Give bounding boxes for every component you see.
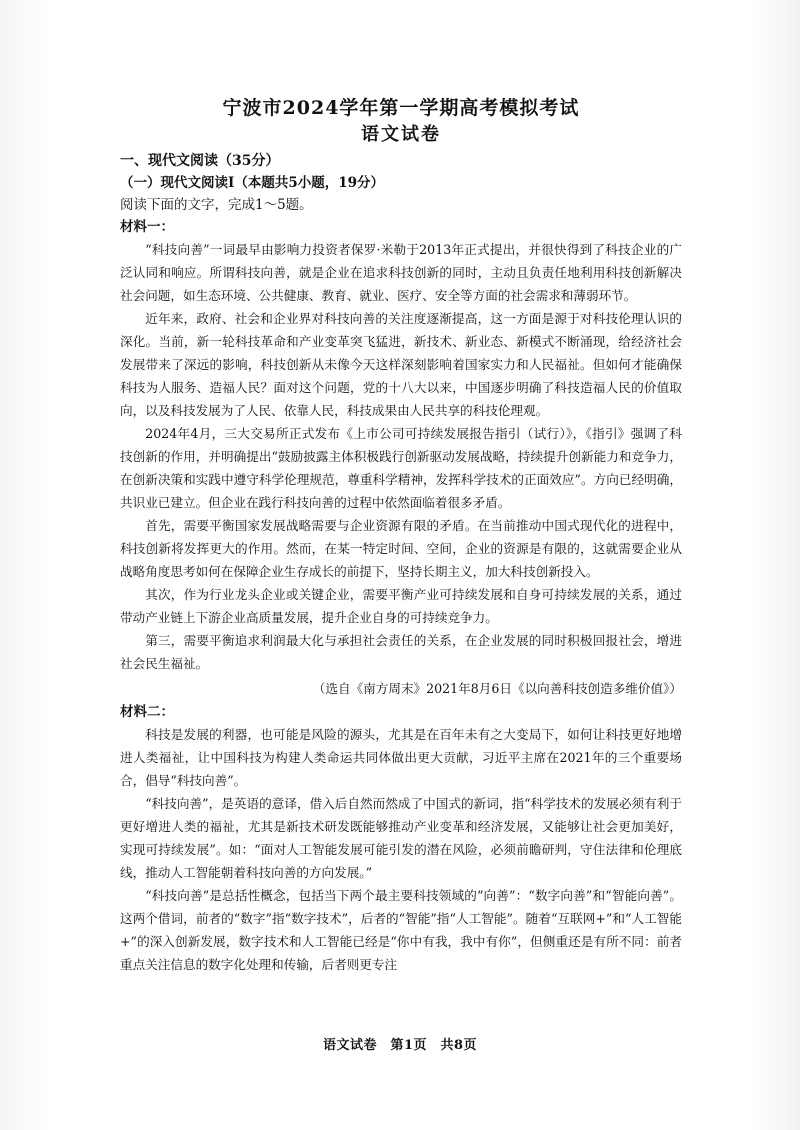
subsection-heading: （一）现代文阅读Ⅰ（本题共5小题，19分） (120, 175, 384, 191)
material-1-paragraph: 2024年4月，三大交易所正式发布《上市公司可持续发展报告指引（试行）》，《指引》强调了科技创新的作用，并明确提出“鼓励披露主体积极践行创新驱动发展战略，持续提升创新能力和竞争力，在创新决策和实践中遵守科学伦理规范，尊重科学精神，发挥科学技术的正面效应”。方向已经明确，共识业已建立。但企业在践行科技向善的过程中依然面临着很多矛盾。 (120, 426, 682, 510)
reading-instruction: 阅读下面的文字，完成1～5题。 (120, 197, 313, 213)
material-1-paragraph: 其次，作为行业龙头企业或关键企业，需要平衡产业可持续发展和自身可持续发展的关系，通过带动产业链上下游企业高质量发展，提升企业自身的可持续竞争力。 (120, 587, 682, 625)
material-1-paragraph: 近年来，政府、社会和企业界对科技向善的关注度逐渐提高，这一方面是源于对科技伦理认识的深化。当前，新一轮科技革命和产业变革突飞猛进，新技术、新业态、新模式不断涌现，给经济社会发展带来了深远的影响，科技创新从未像今天这样深刻影响着国家实力和人民福祉。但如何才能确保科技为人服务、造福人民？面对这个问题，党的十八大以来，中国逐步明确了科技造福人民的价值取向，以及科技发展为了人民、依靠人民，科技成果由人民共享的科技伦理观。 (120, 311, 682, 418)
material-2-label: 材料二： (120, 704, 174, 720)
exam-content (120, 94, 682, 976)
exam-subtitle: 语文试卷 (361, 124, 441, 145)
material-2-paragraph: 科技是发展的利器，也可能是风险的源头，尤其是在百年未有之大变局下，如何让科技更好地增进人类福祉，让中国科技为构建人类命运共同体做出更大贡献，习近平主席在2021年的三个重要场合，倡导“科技向善”。 (120, 727, 682, 788)
exam-title: 宁波市2024学年第一学期高考模拟考试 (222, 97, 580, 119)
material-1-paragraph: “科技向善”一词最早由影响力投资者保罗·米勒于2013年正式提出，并很快得到了科技企业的广泛认同和响应。所谓科技向善，就是企业在追求科技创新的同时，主动且负责任地利用科技创新解决社会问题，如生态环境、公共健康、教育、就业、医疗、安全等方面的社会需求和薄弱环节。 (120, 242, 682, 303)
page-footer: 语文试卷 第1页 共8页 (322, 1038, 478, 1053)
material-2-paragraph: “科技向善”是总括性概念，包括当下两个最主要科技领域的“向善”：“数字向善”和“智能向善”。这两个借词，前者的“数字”指“数字技术”，后者的“智能”指“人工智能”。随着“互联网+”和“人工智能+”的深入创新发展，数字技术和人工智能已经是“你中有我，我中有你”，但侧重还是有所不同：前者重点关注信息的数字化处理和传输，后者则更专注 (120, 888, 682, 972)
material-1-paragraph: 首先，需要平衡国家发展战略需要与企业资源有限的矛盾。在当前推动中国式现代化的进程中，科技创新将发挥更大的作用。然而，在某一特定时间、空间，企业的资源是有限的，这就需要企业从战略角度思考如何在保障企业生存成长的前提下，坚持长期主义，加大科技创新投入。 (120, 518, 682, 579)
material-1-label: 材料一： (120, 219, 174, 235)
material-1-paragraph: 第三，需要平衡追求利润最大化与承担社会责任的关系，在企业发展的同时积极回报社会，增进社会民生福祉。 (120, 633, 682, 671)
material-1-source: （选自《南方周末》2021年8月6日《以向善科技创造多维价值》） (312, 681, 682, 696)
material-2-paragraph: “科技向善”，是英语的意译，借入后自然而然成了中国式的新词，指“科学技术的发展必须有利于更好增进人类的福祉，尤其是新技术研发既能够推动产业变革和经济发展，又能够让社会更加美好，实现可持续发展”。如：“面对人工智能发展可能引发的潜在风险，必须前瞻研判，守住法律和伦理底线，推动人工智能朝着科技向善的方向发展。” (120, 796, 682, 880)
section-heading: 一、现代文阅读（35分） (120, 153, 280, 169)
